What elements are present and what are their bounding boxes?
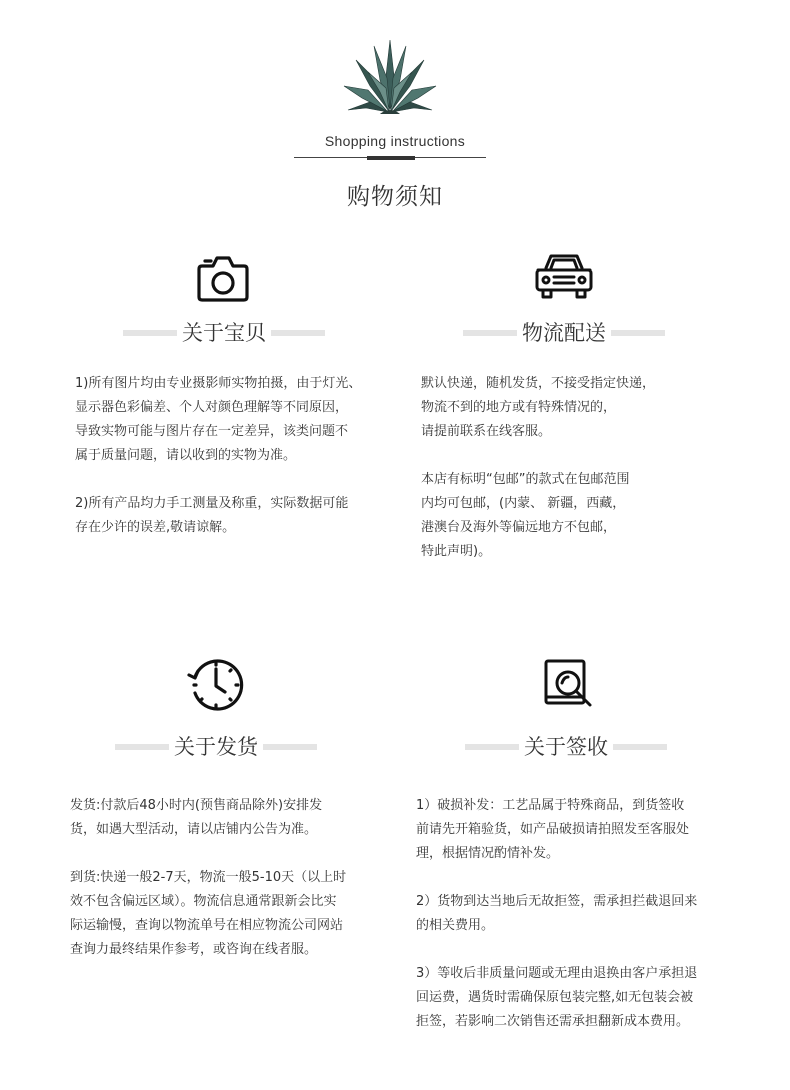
text-line: 2）货物到达当地后无故拒签，需承担拦截退回来 (416, 894, 698, 909)
text-line: 属于质量问题，请以收到的实物为准。 (75, 448, 297, 463)
text-line: 港澳台及海外等偏远地方不包邮， (421, 520, 617, 535)
text-line: 的相关费用。 (416, 918, 495, 933)
text-line: 内均可包邮，(内蒙、 新疆，西藏， (421, 496, 626, 511)
text-line: 默认快递，随机发货，不接受指定快递， (421, 376, 656, 391)
text-line: 查询力最终结果作参考，或咨询在线者服。 (70, 942, 318, 957)
text-line: 拒签，若影响二次销售还需承担翻新成本费用。 (416, 1014, 690, 1029)
text-line: 1)所有图片均由专业摄影师实物拍摄，由于灯光、 (75, 376, 362, 391)
text-line: 请提前联系在线客服。 (421, 424, 552, 439)
text-line: 显示器色彩偏差、个人对颜色理解等不同原因， (75, 400, 349, 415)
paragraph (421, 372, 655, 444)
paragraph (416, 962, 697, 1034)
paragraph (75, 372, 361, 468)
agave-plant-logo (340, 36, 440, 120)
subtitle-english: Shopping instructions (324, 133, 466, 149)
paragraph (421, 468, 629, 564)
section-title: 关于宝贝 (177, 318, 271, 348)
text-line: 到货:快递一般2-7天，物流一般5-10天（以上时 (70, 870, 347, 885)
section-title: 物流配送 (517, 318, 611, 348)
clock-icon (186, 655, 246, 715)
section-header-product (123, 318, 325, 348)
text-line: 理，根据情况酌情补发。 (416, 846, 560, 861)
section-header-logistics (463, 318, 665, 348)
text-line: 发货:付款后48小时内(预售商品除外)安排发 (70, 798, 323, 813)
divider-accent (367, 156, 415, 160)
text-line: 回运费，遇货时需确保原包装完整,如无包装会被 (416, 990, 694, 1005)
text-line: 本店有标明“包邮”的款式在包邮范围 (421, 472, 630, 487)
text-line: 物流不到的地方或有特殊情况的， (421, 400, 617, 415)
text-line: 导致实物可能与图片存在一定差异，该类问题不 (75, 424, 349, 439)
section-header-shipping (115, 732, 317, 762)
section-header-receipt (465, 732, 667, 762)
text-line: 2)所有产品均力手工测量及称重，实际数据可能 (75, 496, 349, 511)
camera-icon (193, 248, 253, 308)
paragraph (416, 794, 689, 866)
text-line: 效不包含偏远区域）。物流信息通常跟新会比实 (70, 894, 337, 909)
section-title: 关于发货 (169, 732, 263, 762)
text-line: 存在少许的误差,敬请谅解。 (75, 520, 236, 535)
section-title: 关于签收 (519, 732, 613, 762)
text-line: 际运输慢，查询以物流单号在相应物流公司网站 (70, 918, 344, 933)
inspect-icon (538, 655, 598, 715)
paragraph (416, 890, 697, 938)
paragraph (70, 866, 346, 962)
text-line: 1）破损补发：工艺品属于特殊商品，到货签收 (416, 798, 685, 813)
text-line: 特此声明)。 (421, 544, 492, 559)
text-line: 前请先开箱验货，如产品破损请拍照发至客服处 (416, 822, 690, 837)
page-title: 购物须知 (347, 184, 443, 210)
text-line: 3）等收后非质量问题或无理由退换由客户承担退 (416, 966, 698, 981)
paragraph (70, 794, 322, 842)
paragraph (75, 492, 348, 540)
text-line: 货，如遇大型活动，请以店铺内公告为准。 (70, 822, 318, 837)
car-icon (534, 248, 594, 308)
